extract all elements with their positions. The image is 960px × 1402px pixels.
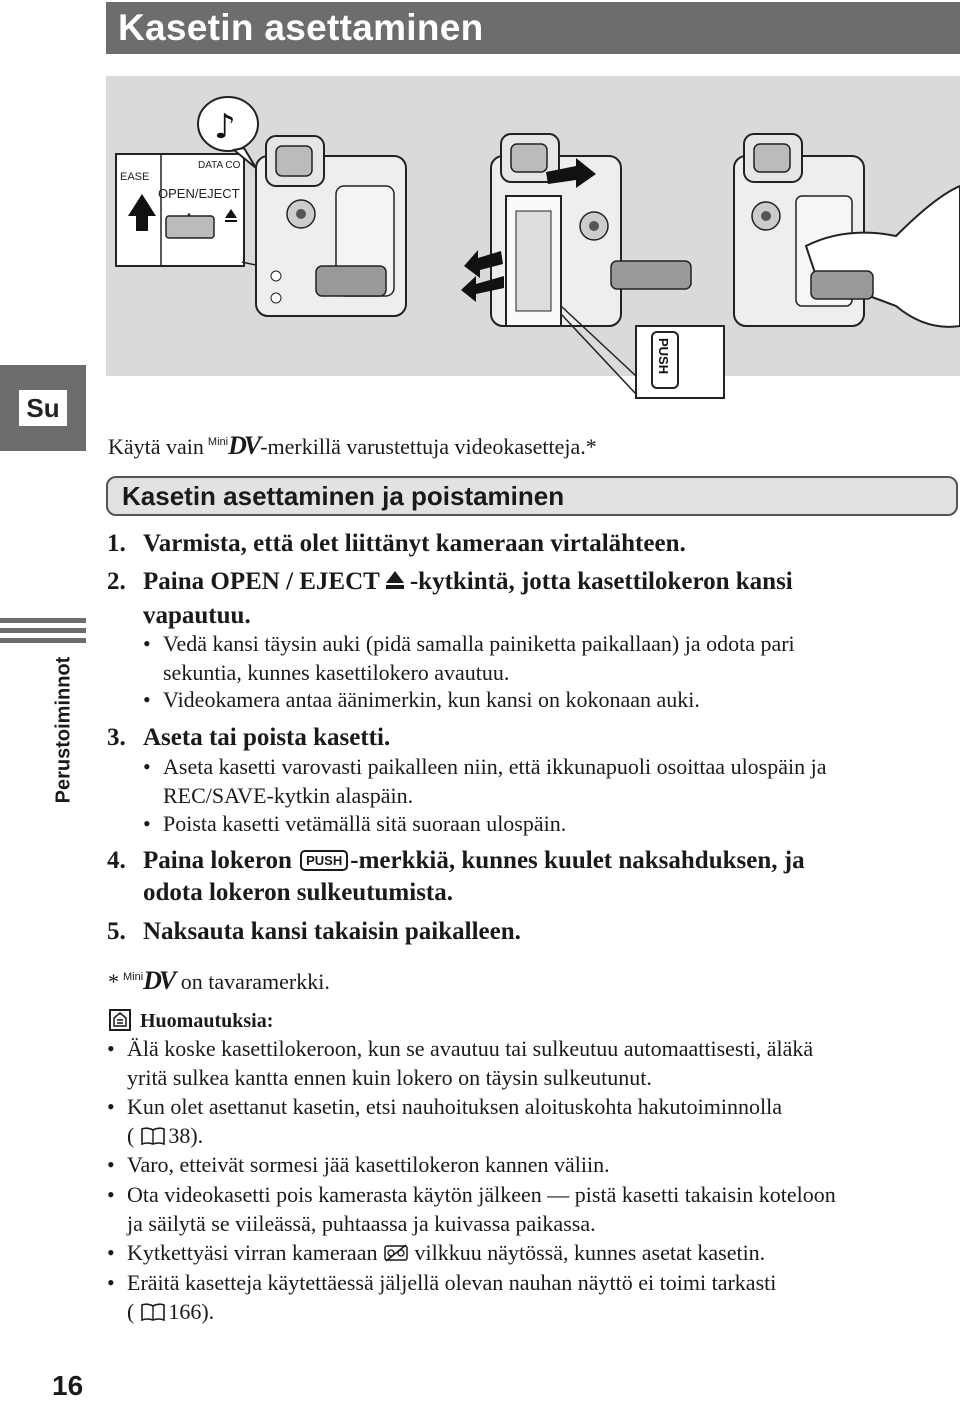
release-label: EASE xyxy=(120,171,150,183)
note-item: • Kytkettyäsi virran kameraan vilkkuu näytössä, kunnes asetat kasetin. xyxy=(107,1240,766,1265)
bullet-item: • Aseta kasetti varovasti paikalleen niin, että ikkunapuoli osoittaa ulospäin ja xyxy=(143,754,827,779)
page-title: Kasetin asettaminen xyxy=(106,2,960,54)
paren-open: ( xyxy=(127,1299,135,1324)
note-text-cont: vilkkuu näytössä, kunnes asetat kasetin. xyxy=(414,1240,766,1265)
step-2-continuation: vapautuu. xyxy=(143,602,251,629)
step-2 xyxy=(107,565,793,599)
note-text: Ota videokasetti pois kamerasta käytön jälkeen — pistä kasetti takaisin koteloon xyxy=(127,1182,836,1207)
step-3 xyxy=(107,721,390,755)
trademark-note xyxy=(108,960,330,999)
camcorder-illustration-3 xyxy=(734,134,960,327)
mini-label: Mini xyxy=(207,436,229,448)
language-tab-label: Su xyxy=(19,390,66,426)
bullet-item: • Poista kasetti vetämällä sitä suoraan ulospäin. xyxy=(143,811,567,836)
step-text: Naksauta kansi takaisin paikalleen. xyxy=(143,918,521,945)
section-marker-lines xyxy=(0,618,86,648)
minidv-logo-icon: DV xyxy=(143,966,174,995)
trademark-text: on tavaramerkki. xyxy=(180,969,330,994)
step-4-continuation: odota lokeron sulkeutumista. xyxy=(143,879,454,906)
notes-heading xyxy=(108,1006,273,1036)
step-4 xyxy=(107,844,805,878)
step-text: Paina OPEN / EJECT xyxy=(143,568,380,595)
note-item: • Varo, etteivät sormesi jää kasettilokeron kannen väliin. xyxy=(107,1152,610,1177)
note-text: Varo, etteivät sormesi jää kasettilokeron kannen väliin. xyxy=(127,1152,610,1177)
note-text: Kytkettyäsi virran kameraan xyxy=(127,1240,378,1265)
book-reference-icon xyxy=(140,1302,166,1322)
book-reference-icon xyxy=(140,1126,166,1146)
intro-text xyxy=(108,424,597,465)
notes-title-text: Huomautuksia: xyxy=(140,1010,274,1032)
music-note-icon: ♪ xyxy=(214,107,236,147)
push-label: PUSH xyxy=(656,338,671,375)
step-1 xyxy=(107,527,686,561)
step-number: 3. xyxy=(107,724,126,751)
bullet-text: Vedä kansi täysin auki (pidä samalla painiketta paikallaan) ja odota pari xyxy=(163,631,795,656)
section-heading: Kasetin asettaminen ja poistaminen xyxy=(106,476,958,516)
no-cassette-icon xyxy=(383,1243,409,1263)
note-continuation: yritä sulkea kantta ennen kuin lokero on täysin sulkeutunut. xyxy=(127,1065,652,1090)
page-number: 16 xyxy=(52,1370,84,1401)
step-text: Varmista, että olet liittänyt kameraan virtalähteen. xyxy=(143,530,686,557)
bullet-continuation: sekuntia, kunnes kasettilokero avautuu. xyxy=(163,660,510,685)
intro-before: Käytä vain xyxy=(108,434,204,459)
asterisk: * xyxy=(108,969,119,994)
note-text: Kun olet asettanut kasetin, etsi nauhoituksen aloituskohta hakutoiminnolla xyxy=(127,1094,782,1119)
open-eject-label: OPEN/EJECT xyxy=(158,186,240,201)
bullet-text: Videokamera antaa äänimerkin, kun kansi on kokonaan auki. xyxy=(163,687,700,712)
note-text: Älä koske kasettilokeroon, kun se avautuu tai sulkeutuu automaattisesti, äläkä xyxy=(127,1036,814,1061)
push-inset xyxy=(636,326,724,398)
minidv-logo-icon: DV xyxy=(228,431,259,460)
note-item: • Ota videokasetti pois kamerasta käytön jälkeen — pistä kasetti takaisin koteloon xyxy=(107,1182,836,1207)
push-icon: PUSH xyxy=(300,850,348,871)
section-label: Perustoiminnot xyxy=(52,656,75,804)
note-item: • Kun olet asettanut kasetin, etsi nauhoituksen aloituskohta hakutoiminnolla xyxy=(107,1094,782,1119)
note-icon xyxy=(108,1008,132,1032)
note-continuation xyxy=(127,1121,203,1150)
bullet-item: • Vedä kansi täysin auki (pidä samalla painiketta paikallaan) ja odota pari xyxy=(143,631,795,656)
step-text: Paina lokeron xyxy=(143,847,292,874)
bullet-item: • Videokamera antaa äänimerkin, kun kansi on kokonaan auki. xyxy=(143,687,700,712)
bullet-continuation: REC/SAVE-kytkin alaspäin. xyxy=(163,783,414,808)
step-number: 1. xyxy=(107,530,126,557)
step-number: 2. xyxy=(107,568,126,595)
mini-label: Mini xyxy=(123,971,144,983)
note-continuation: ja säilytä se viileässä, puhtaassa ja kuivassa paikassa. xyxy=(127,1211,596,1236)
page-reference: 38). xyxy=(168,1123,204,1148)
bullet-text: Poista kasetti vetämällä sitä suoraan ulospäin. xyxy=(163,811,567,836)
camcorder-illustration-1 xyxy=(256,136,406,316)
step-number: 5. xyxy=(107,918,126,945)
intro-after: -merkillä varustettuja videokasetteja.* xyxy=(260,434,597,459)
data-code-label: DATA CO xyxy=(198,160,241,171)
step-text-cont: -kytkintä, jotta kasettilokeron kansi xyxy=(409,568,793,595)
note-item: • Eräitä kasetteja käytettäessä jäljellä olevan nauhan näyttö ei toimi tarkasti xyxy=(107,1270,777,1295)
step-text: Aseta tai poista kasetti. xyxy=(143,724,391,751)
paren-open: ( xyxy=(127,1123,135,1148)
bullet-text: Aseta kasetti varovasti paikalleen niin, että ikkunapuoli osoittaa ulospäin ja xyxy=(163,754,827,779)
page-reference: 166). xyxy=(168,1299,215,1324)
step-5 xyxy=(107,915,521,949)
eject-icon xyxy=(384,569,406,591)
camcorder-illustration-2 xyxy=(461,134,724,398)
step-text-cont: -merkkiä, kunnes kuulet naksahduksen, ja xyxy=(350,847,805,874)
note-text: Eräitä kasetteja käytettäessä jäljellä olevan nauhan näyttö ei toimi tarkasti xyxy=(127,1270,777,1295)
cassette-illustration xyxy=(106,76,960,406)
language-tab xyxy=(0,365,86,451)
note-item: • Älä koske kasettilokeroon, kun se avautuu tai sulkeutuu automaattisesti, äläkä xyxy=(107,1036,814,1061)
step-number: 4. xyxy=(107,847,126,874)
note-continuation xyxy=(127,1297,214,1326)
